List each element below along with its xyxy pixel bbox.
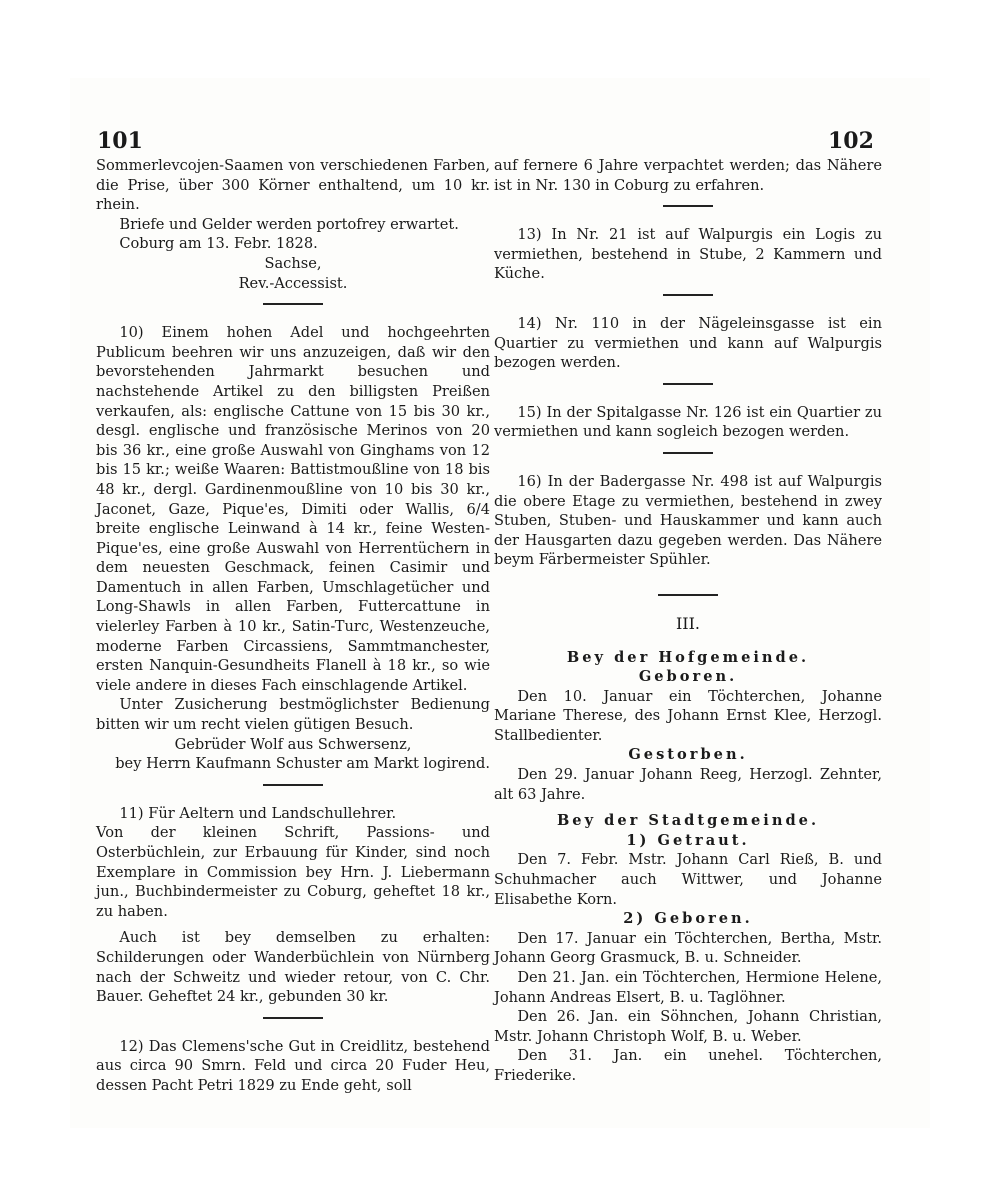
separator-rule bbox=[663, 452, 713, 454]
right-column bbox=[494, 156, 882, 1086]
notice-16-text: 16) In der Badergasse Nr. 498 ist auf Walpurgis die obere Etage zu vermiethen, bestehend in zwey Stuben, Stuben- und Hauskammer und kann auch der Hausgarten dazu gegeben werden. Das Nähere beym Färbermeister Spühler. bbox=[494, 472, 882, 569]
signature-title: Rev.-Accessist. bbox=[238, 274, 348, 292]
notice-10-location: bey Herrn Kaufmann Schuster am Markt logirend. bbox=[115, 755, 490, 773]
notice-12-text: 12) Das Clemens'sche Gut in Creidlitz, bestehend aus circa 90 Smrn. Feld und circa 20 Fuder Heu, dessen Pacht Petri 1829 zu Ende geht, soll bbox=[96, 1037, 490, 1094]
separator-rule bbox=[663, 294, 713, 296]
separator-rule bbox=[663, 383, 713, 385]
heading-stadtgemeinde: Bey der Stadtgemeinde. bbox=[556, 812, 820, 830]
subheading-gestorben: Gestorben. bbox=[628, 746, 748, 764]
notice-15-text: 15) In der Spitalgasse Nr. 126 ist ein Quartier zu vermiethen und kann sogleich bezogen werden. bbox=[494, 403, 882, 441]
notice-10-signature: Gebrüder Wolf aus Schwersenz, bbox=[174, 735, 412, 753]
page-number-left: 101 bbox=[97, 128, 143, 154]
notice-10-text: 10) Einem hohen Adel und hochgeehrten Publicum beehren wir uns anzuzeigen, daß wir den bevorstehenden Jahrmarkt besuchen und nachstehende Artikel zu den billigsten Preißen verkaufen, als: englische Cattune von 15 bis 30 kr., desgl. englische und französische Merinos von 20 bis 36 kr., eine große Auswahl von Ginghams von 12 bis 15 kr.; weiße Waaren: Battistmoußline von 18 bis 48 kr., dergl. Gardinenmoußline von 10 bis 30 kr., Jaconet, Gaze, Pique'es, Dimiti oder Wallis, 6/4 breite englische Leinwand à 14 kr., feine Westen-Pique'es, eine große Auswahl von Herrentüchern in dem neuesten Geschmack, feinen Casimir und Damentuch in allen Farben, Umschlagetücher und Long-Shawls in allen Farben, Futtercattune in vielerley Farben à 10 kr., Satin-Turc, Westenzeuche, moderne Farben Circassiens, Sammtmanchester, ersten Nanquin-Gesundheits Flanell à 18 kr., so wie viele andere in dieses Fach einschlagende Artikel. bbox=[96, 324, 490, 694]
notice-11-text: Von der kleinen Schrift, Passions- und Osterbüchlein, zur Erbauung für Kinder, sind noch Exemplare in Commission bey Hrn. J. Liebermann jun., Buchbindermeister zu Coburg, geheftet 18 kr., zu haben. bbox=[96, 824, 490, 920]
notice-14-text: 14) Nr. 110 in der Nägeleinsgasse ist ein Quartier zu vermiethen und kann auf Walpurgis bezogen werden. bbox=[494, 314, 882, 372]
separator-rule bbox=[263, 1017, 323, 1019]
spacer bbox=[494, 570, 882, 584]
birth-entry: Den 31. Jan. ein unehel. Töchterchen, Friederike. bbox=[494, 1047, 882, 1084]
notice-10-closing: Unter Zusicherung bestmöglichster Bedienung bitten wir um recht vielen gütigen Besuch. bbox=[96, 696, 490, 734]
birth-entry: Den 26. Jan. ein Söhnchen, Johann Christian, Mstr. Johann Christoph Wolf, B. u. Weber. bbox=[494, 1008, 882, 1045]
separator-rule bbox=[263, 784, 323, 786]
notice-13-text: 13) In Nr. 21 ist auf Walpurgis ein Logis zu vermiethen, bestehend in Stube, 2 Kammern und Küche. bbox=[494, 226, 882, 283]
subheading-geboren: Geboren. bbox=[638, 668, 738, 686]
subheading-geboren-2: 2) Geboren. bbox=[623, 910, 753, 928]
seed-ad-text: Sommerlevcojen-Saamen von verschiedenen Farben, die Prise, über 300 Körner enthaltend, um 10 kr. rhein. bbox=[96, 157, 490, 214]
subheading-getraut: 1) Getraut. bbox=[626, 831, 750, 849]
birth-entry: Den 21. Jan. ein Töchterchen, Hermione Helene, Johann Andreas Elsert, B. u. Taglöhner. bbox=[494, 969, 882, 1006]
section-number: III. bbox=[675, 613, 701, 633]
postage-note: Briefe und Gelder werden portofrey erwartet. bbox=[119, 215, 459, 233]
notice-11-addendum: Auch ist bey demselben zu erhalten: Schilderungen oder Wanderbüchlein von Nürnberg nach der Schweitz und wieder retour, von C. Chr. Bauer. Geheftet 24 kr., gebunden 30 kr. bbox=[96, 929, 490, 1006]
separator-rule bbox=[658, 594, 718, 596]
page-number-right: 102 bbox=[828, 128, 874, 154]
death-entry: Den 29. Januar Johann Reeg, Herzogl. Zehnter, alt 63 Jahre. bbox=[494, 766, 882, 803]
dateline: Coburg am 13. Febr. 1828. bbox=[119, 235, 318, 253]
spacer bbox=[494, 804, 882, 811]
birth-entry: Den 10. Januar ein Töchterchen, Johanne Mariane Therese, des Johann Ernst Klee, Herzogl. Stallbedienter. bbox=[494, 687, 882, 744]
signature-name: Sachse, bbox=[264, 254, 322, 272]
spacer bbox=[96, 921, 490, 928]
birth-entry: Den 17. Januar ein Töchterchen, Bertha, Mstr. Johann Georg Grasmuck, B. u. Schneider. bbox=[494, 929, 882, 967]
separator-rule bbox=[263, 303, 323, 305]
heading-hofgemeinde: Bey der Hofgemeinde. bbox=[566, 648, 810, 666]
marriage-entry: Den 7. Febr. Mstr. Johann Carl Rieß, B. und Schuhmacher auch Wittwer, und Johanne Elisabethe Korn. bbox=[494, 851, 882, 908]
separator-rule bbox=[663, 205, 713, 207]
left-column bbox=[96, 156, 490, 1096]
notice-12-continuation: auf fernere 6 Jahre verpachtet werden; das Nähere ist in Nr. 130 in Coburg zu erfahren. bbox=[494, 157, 882, 194]
notice-11-heading: 11) Für Aeltern und Landschullehrer. bbox=[119, 804, 397, 822]
